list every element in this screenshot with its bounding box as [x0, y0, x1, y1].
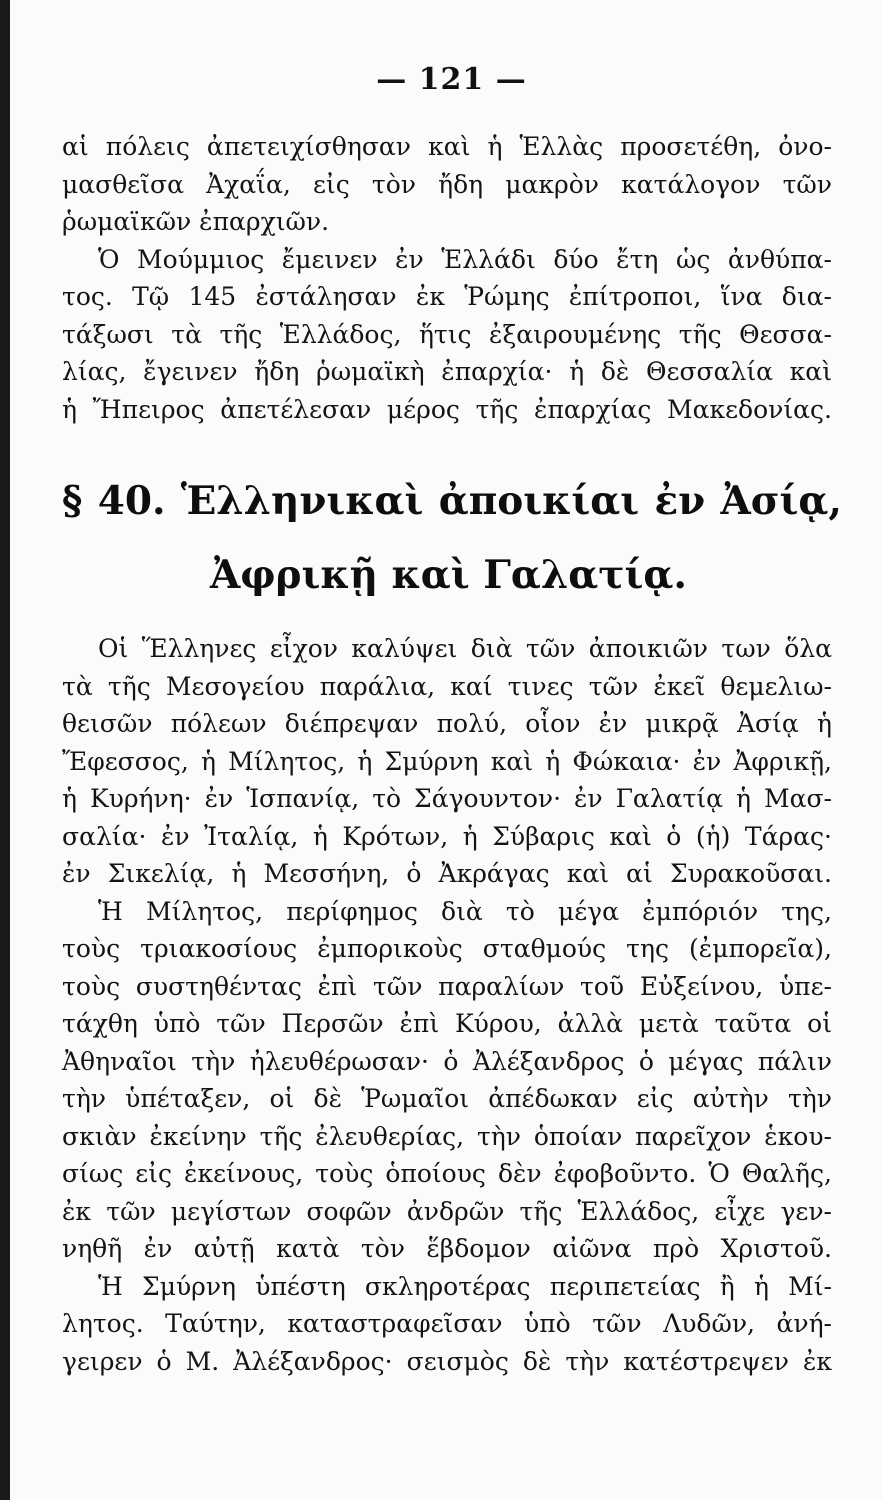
text-line: νηθῆ ἐν αὐτῇ κατὰ τὸν ἕβδομον αἰῶνα πρὸ Χριστοῦ.	[62, 1234, 832, 1263]
text-line: Οἱ Ἕλληνες εἶχον καλύψει διὰ τῶν ἀποικιῶν των ὅλα	[98, 634, 832, 663]
text-line: τοὺς τριακοσίους ἐμπορικοὺς σταθμούς της (ἐμπορεῖα),	[62, 934, 832, 963]
text-block-main	[62, 630, 832, 1380]
text-line: τοὺς συστηθέντας ἐπὶ τῶν παραλίων τοῦ Εὐξείνου, ὑπε-	[62, 971, 832, 1001]
text-line: τάχθη ὑπὸ τῶν Περσῶν ἐπὶ Κύρου, ἀλλὰ μετὰ ταῦτα οἱ	[62, 1009, 832, 1038]
text-line: Ἡ Σμύρνη ὑπέστη σκληροτέρας περιπετείας ἢ ἡ Μί-	[98, 1271, 832, 1301]
text-line: τὰ τῆς Μεσογείου παράλια, καί τινες τῶν ἐκεῖ θεμελιω-	[62, 671, 832, 701]
text-line: μασθεῖσα Ἀχαΐα, εἰς τὸν ἤδη μακρὸν κατάλογον τῶν	[62, 169, 832, 199]
text-line: Ἔφεσσος, ἡ Μίλητος, ἡ Σμύρνη καὶ ἡ Φώκαια· ἐν Ἀφρικῇ,	[62, 746, 832, 776]
text-line: τὴν ὑπέταξεν, οἱ δὲ Ῥωμαῖοι ἀπέδωκαν εἰς αὐτὴν τὴν	[62, 1084, 832, 1113]
text-line: Ἡ Μίλητος, περίφημος διὰ τὸ μέγα ἐμπόριόν της,	[98, 896, 832, 926]
text-line: ῥωμαϊκῶν ἐπαρχιῶν.	[62, 207, 330, 236]
text-line: Ὁ Μούμμιος ἔμεινεν ἐν Ἑλλάδι δύο ἔτη ὡς ἀνθύπα-	[98, 244, 832, 274]
text-line: ἐν Σικελίᾳ, ἡ Μεσσήνη, ὁ Ἀκράγας καὶ αἱ Συρακοῦσαι.	[62, 859, 832, 888]
text-line: αἱ πόλεις ἀπετειχίσθησαν καὶ ἡ Ἑλλὰς προσετέθη, ὀνο-	[62, 132, 832, 161]
text-line: σαλία· ἐν Ἰταλίᾳ, ἡ Κρότων, ἡ Σύβαρις καὶ ὁ (ἡ) Τάρας·	[62, 821, 832, 851]
text-line: ἐκ τῶν μεγίστων σοφῶν ἀνδρῶν τῆς Ἑλλάδος, εἶχε γεν-	[62, 1196, 832, 1226]
text-line: λητος. Ταύτην, καταστραφεῖσαν ὑπὸ τῶν Λυδῶν, ἀνή-	[62, 1309, 832, 1338]
text-line: τάξωσι τὰ τῆς Ἑλλάδος, ἥτις ἐξαιρουμένης τῆς Θεσσα-	[62, 319, 832, 349]
text-line: θεισῶν πόλεων διέπρεψαν πολύ, οἷον ἐν μικρᾷ Ἀσίᾳ ἡ	[62, 709, 832, 738]
text-line: σίως εἰς ἐκείνους, τοὺς ὁποίους δὲν ἐφοβοῦντο. Ὁ Θαλῆς,	[62, 1159, 832, 1188]
section-heading-line-1: § 40. Ἑλληνικαὶ ἀποικίαι ἐν Ἀσίᾳ,	[62, 478, 842, 524]
text-line: ἡ Ἤπειρος ἀπετέλεσαν μέρος τῆς ἐπαρχίας Μακεδονίας.	[62, 394, 832, 424]
text-block-top	[62, 128, 832, 428]
text-line: τος. Τῷ 145 ἐστάλησαν ἐκ Ῥώμης ἐπίτροποι, ἵνα δια-	[62, 282, 832, 311]
text-line: γειρεν ὁ Μ. Ἀλέξανδρος· σεισμὸς δὲ τὴν κατέστρεψεν ἐκ	[62, 1346, 832, 1376]
page-number: — 121 —	[376, 62, 527, 97]
text-line: ἡ Κυρήνη· ἐν Ἱσπανίᾳ, τὸ Σάγουντον· ἐν Γαλατίᾳ ἡ Μασ-	[62, 784, 832, 813]
section-heading-line-2: Ἀφρικῇ καὶ Γαλατίᾳ.	[210, 552, 687, 598]
text-line: σκιὰν ἐκείνην τῆς ἐλευθερίας, τὴν ὁποίαν παρεῖχον ἑκου-	[62, 1121, 832, 1151]
text-line: λίας, ἔγεινεν ἤδη ῥωμαϊκὴ ἐπαρχία· ἡ δὲ Θεσσαλία καὶ	[62, 357, 832, 386]
text-line: Ἀθηναῖοι τὴν ἠλευθέρωσαν· ὁ Ἀλέξανδρος ὁ μέγας πάλιν	[62, 1046, 832, 1076]
